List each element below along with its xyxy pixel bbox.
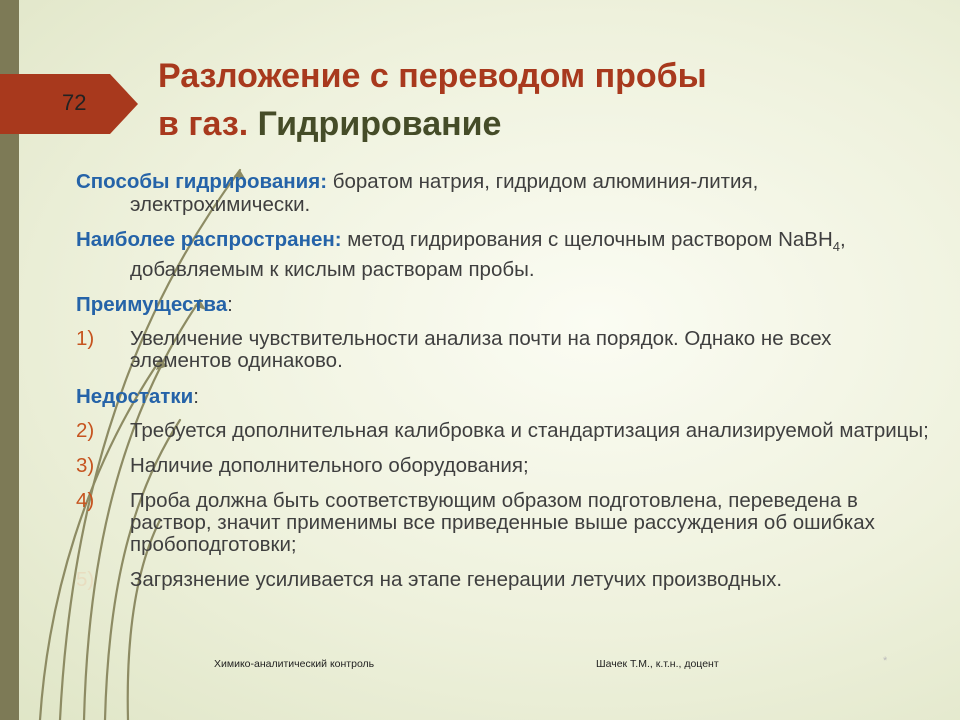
methods-label: Способы гидрирования: xyxy=(76,170,328,193)
common-method-subscript: 4 xyxy=(832,239,841,255)
common-method-text-a: метод гидрирования с щелочным раствором NaBH xyxy=(341,228,833,251)
list-item-text: Загрязнение усиливается на этапе генерации летучих производных. xyxy=(130,568,783,592)
slide-number: 72 xyxy=(62,90,87,115)
list-item-text: Увеличение чувствительности анализа почти на порядок. Однако не всех элементов одинаково. xyxy=(130,327,832,373)
slide-content xyxy=(76,170,936,604)
methods-text: боратом натрия, гидридом алюминия-лития, электрохимически. xyxy=(130,170,759,216)
common-method-paragraph xyxy=(76,228,936,281)
list-item-number: 2) xyxy=(76,419,95,443)
title-line-2 xyxy=(158,100,918,148)
list-item-number: 4) xyxy=(76,489,95,513)
common-method-label: Наиболее распространен: xyxy=(76,228,342,251)
list-item-text: Проба должна быть соответствующим образом подготовлена, переведена в раствор, значит применимы все приведенные выше рассуждения об ошибках пробоподготовки; xyxy=(130,489,875,557)
footer-author: Шачек Т.М., к.т.н., доцент xyxy=(596,658,719,670)
footer-course: Химико-аналитический контроль xyxy=(214,658,375,670)
disadvantages-heading xyxy=(76,385,936,408)
advantages-heading xyxy=(76,293,936,316)
list-item xyxy=(76,455,936,477)
title-line-2-prefix: в газ. xyxy=(158,105,258,143)
list-item-number: 3) xyxy=(76,454,95,478)
list-item xyxy=(76,420,936,442)
list-item-number: 5) xyxy=(76,568,95,592)
disadvantages-colon: : xyxy=(193,385,199,409)
title-line-1: Разложение с переводом пробы xyxy=(158,57,707,95)
footer-marker: * xyxy=(883,655,888,667)
list-item xyxy=(76,569,936,591)
methods-paragraph xyxy=(76,170,936,216)
list-item xyxy=(76,328,936,372)
list-item-text: Требуется дополнительная калибровка и стандартизация анализируемой матрицы; xyxy=(130,419,929,443)
list-item xyxy=(76,490,936,556)
disadvantages-label: Недостатки xyxy=(76,385,194,409)
list-item-text: Наличие дополнительного оборудования; xyxy=(130,454,529,478)
advantages-label: Преимущества xyxy=(76,293,228,317)
slide-title xyxy=(158,52,918,148)
common-method-text-b: , добавляемым к кислым растворам пробы. xyxy=(130,228,846,282)
title-line-2-emphasis: Гидрирование xyxy=(257,105,502,143)
list-item-number: 1) xyxy=(76,327,95,351)
advantages-colon: : xyxy=(227,293,233,317)
